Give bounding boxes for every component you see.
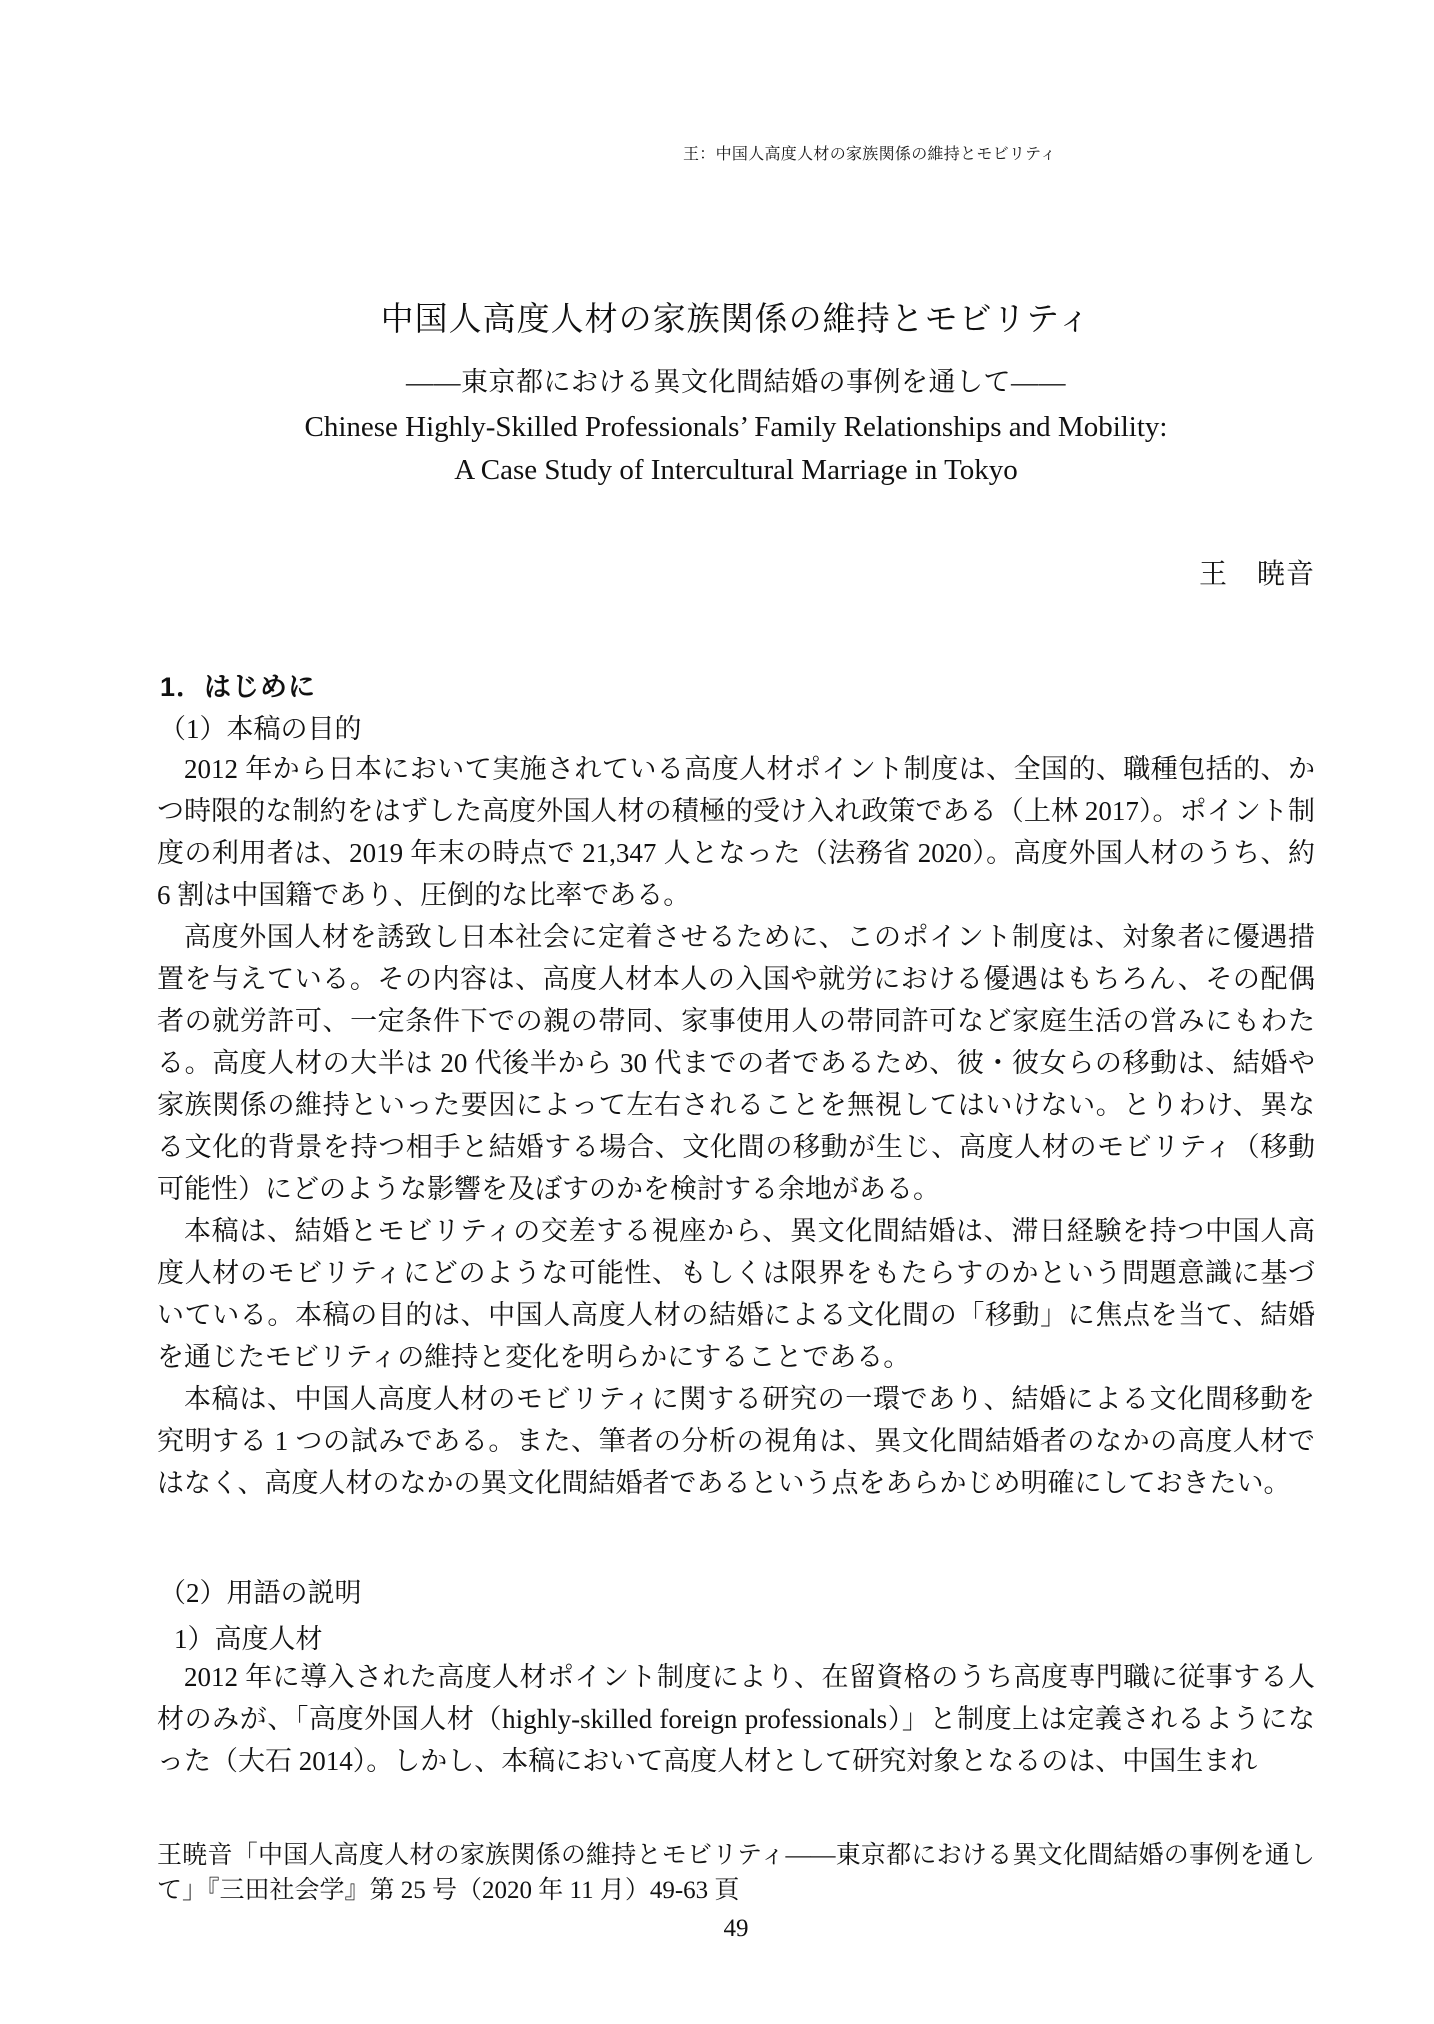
paragraph-intro-2: 高度外国人材を誘致し日本社会に定着させるために、このポイント制度は、対象者に優遇措置を与えている。その内容は、高度人材本人の入国や就労における優遇はもちろん、その配偶者の就労許可、一定条件下での親の帯同、家事使用人の帯同許可など家庭生活の営みにもわたる。高度人材の大半は 20 代後半から 30 代までの者であるため、彼・彼女らの移動は、結婚や家族関係の維持といった要因によって左右されることを無視してはいけない。とりわけ、異なる文化的背景を持つ相手と結婚する場合、文化間の移動が生じ、高度人材のモビリティ（移動可能性）にどのような影響を及ぼすのかを検討する余地がある。 [157, 922, 1315, 1204]
subsection-heading-purpose: （1）本稿の目的 [159, 714, 362, 744]
paper-subtitle-japanese: ――東京都における異文化間結婚の事例を通して―― [406, 367, 1066, 397]
citation-footer: 王暁音「中国人高度人材の家族関係の維持とモビリティ――東京都における異文化間結婚の事例を通して」『三田社会学』第 25 号（2020 年 11 月）49-63 頁 [157, 1842, 1315, 1904]
running-header: 王：中国人高度人材の家族関係の維持とモビリティ [683, 146, 1057, 163]
subsection-heading-terms: （2）用語の説明 [159, 1578, 362, 1608]
body-text-block-2 [157, 1656, 1315, 1782]
term-heading-highly-skilled: 1）高度人材 [174, 1624, 323, 1654]
author-name: 王 暁音 [1198, 559, 1315, 590]
paragraph-terms-1: 2012 年に導入された高度人材ポイント制度により、在留資格のうち高度専門職に従事する人材のみが、「高度外国人材（highly-skilled foreign professionals）」と制度上は定義されるようになった（大石 2014）。しかし、本稿において高度人材として研究対象となるのは、中国生まれ [157, 1662, 1315, 1776]
paragraph-intro-1: 2012 年から日本において実施されている高度人材ポイント制度は、全国的、職種包括的、かつ時限的な制約をはずした高度外国人材の積極的受け入れ政策である（上林 2017）。ポイント制度の利用者は、2019 年末の時点で 21,347 人となった（法務省 2020）。高度外国人材のうち、約 6 割は中国籍であり、圧倒的な比率である。 [157, 754, 1315, 910]
paragraph-intro-4: 本稿は、中国人高度人材のモビリティに関する研究の一環であり、結婚による文化間移動を究明する 1 つの試みである。また、筆者の分析の視角は、異文化間結婚者のなかの高度人材ではなく、高度人材のなかの異文化間結婚者であるという点をあらかじめ明確にしておきたい。 [157, 1384, 1315, 1498]
paragraph-intro-3: 本稿は、結婚とモビリティの交差する視座から、異文化間結婚は、滞日経験を持つ中国人高度人材のモビリティにどのような可能性、もしくは限界をもたらすのかという問題意識に基づいている。本稿の目的は、中国人高度人材の結婚による文化間の「移動」に焦点を当て、結婚を通じたモビリティの維持と変化を明らかにすることである。 [157, 1216, 1315, 1372]
body-text-block-1 [157, 748, 1315, 1504]
paper-title-japanese: 中国人高度人材の家族関係の維持とモビリティ [380, 302, 1092, 338]
section-heading-introduction: 1．はじめに [160, 672, 317, 702]
paper-title-english-line1: Chinese Highly-Skilled Professionals’ Family Relationships and Mobility: [304, 411, 1168, 443]
page-number: 49 [723, 1915, 749, 1942]
paper-title-english-line2: A Case Study of Intercultural Marriage in Tokyo [454, 454, 1018, 486]
